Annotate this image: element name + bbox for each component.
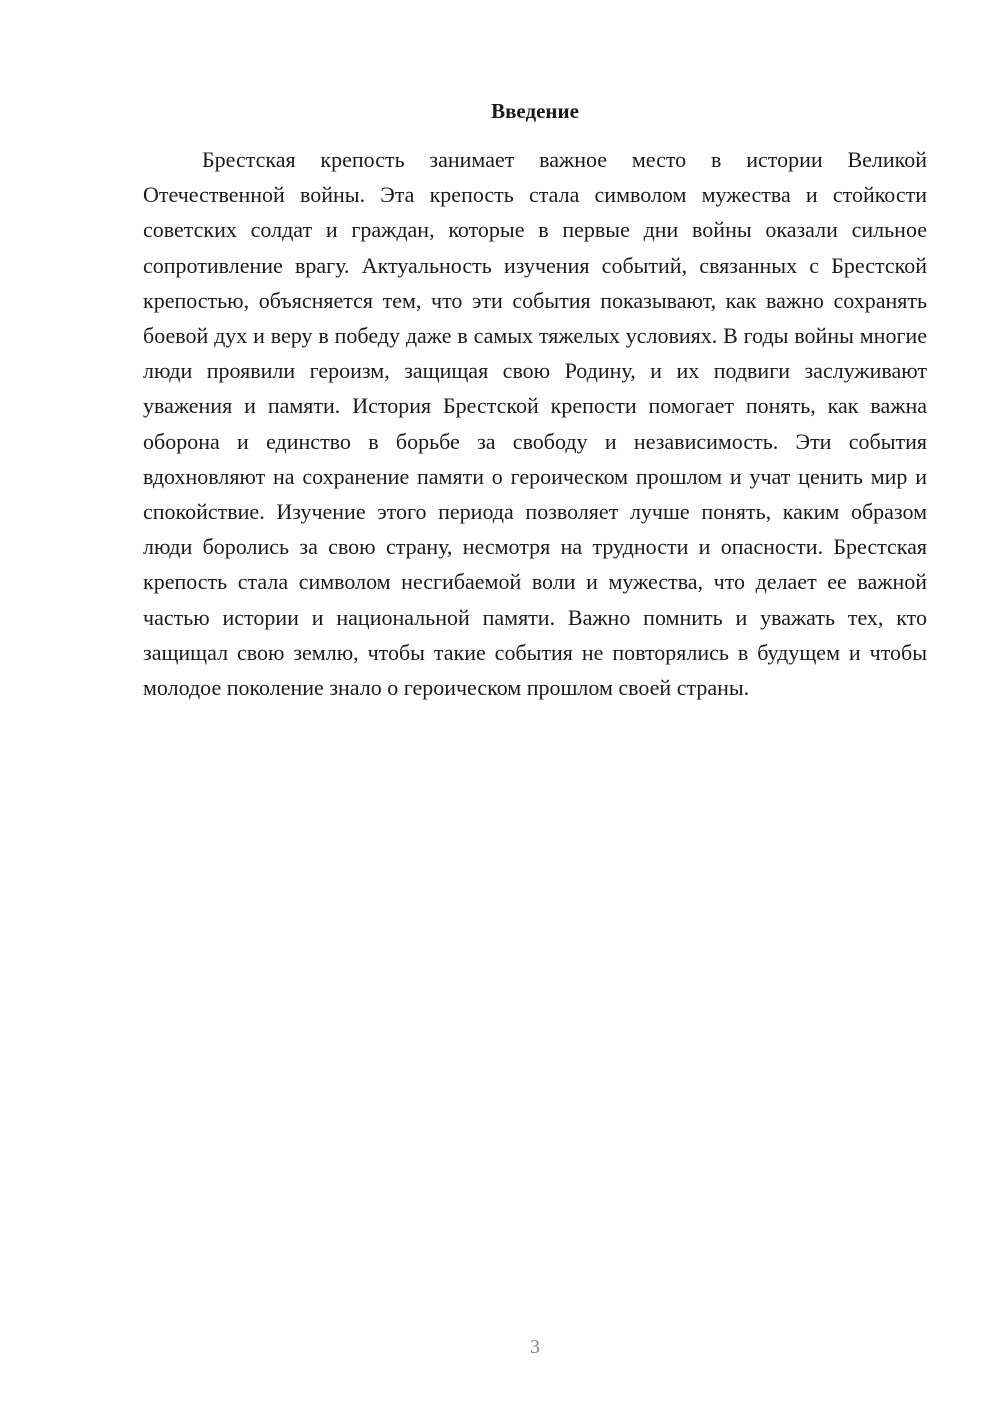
page-number: 3: [530, 1336, 540, 1358]
body-paragraph: Брестская крепость занимает важное место в истории Великой Отечественной войны. Эта крепость стала символом мужества и стойкости советских солдат и граждан, которые в первые дни войны оказали сильное сопротивление врагу. Актуальность изучения событий, связанных с Брестской крепостью, объясняется тем, что эти события показывают, как важно сохранять боевой дух и веру в победу даже в самых тяжелых условиях. В годы войны многие люди проявили героизм, защищая свою Родину, и их подвиги заслуживают уважения и памяти. История Брестской крепости помогает понять, как важна оборона и единство в борьбе за свободу и независимость. Эти события вдохновляют на сохранение памяти о героическом прошлом и учат ценить мир и спокойствие. Изучение этого периода позволяет лучше понять, каким образом люди боролись за свою страну, несмотря на трудности и опасности. Брестская крепость стала символом несгибаемой воли и мужества, что делает ее важной частью истории и национальной памяти. Важно помнить и уважать тех, кто защищал свою землю, чтобы такие события не повторялись в будущем и чтобы молодое поколение знало о героическом прошлом своей страны.: [143, 147, 927, 701]
section-heading: Введение: [491, 99, 579, 123]
